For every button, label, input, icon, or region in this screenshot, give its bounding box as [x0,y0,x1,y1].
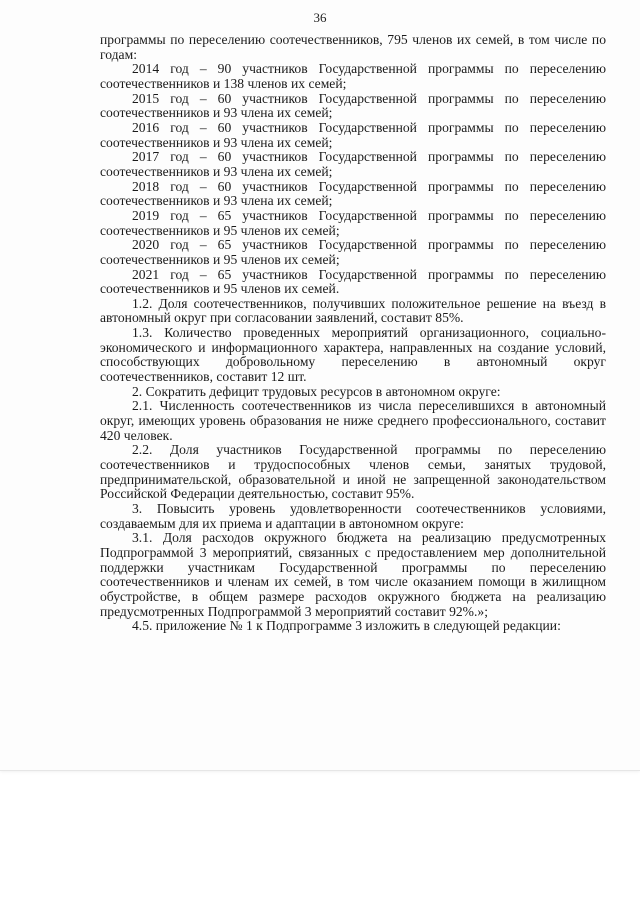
paragraph-item-1-3: 1.3. Количество проведенных мероприятий организационного, социально-экономического и информационного характера, направленных на создание условий, способствующих добровольному переселению в автономный округ соотечественников, составит 12 шт. [100,325,606,385]
paragraph-item-2-1: 2.1. Численность соотечественников из числа переселившихся в автономный округ, имеющих уровень образования не ниже среднего профессионального, составит 420 человек. [100,398,606,443]
paragraph-item-1-2: 1.2. Доля соотечественников, получивших положительное решение на въезд в автономный округ при согласовании заявлений, составит 85%. [100,295,606,326]
paragraph-year-2014: 2014 год – 90 участников Государственной программы по переселению соотечественников и 138 членов их семей; [100,61,606,91]
document-body [100,33,606,634]
paragraph-year-2020: 2020 год – 65 участников Государственной программы по переселению соотечественников и 95 членов их семей; [100,237,606,267]
paragraph-year-2016: 2016 год – 60 участников Государственной программы по переселению соотечественников и 93 члена их семей; [100,119,606,150]
paragraph-continuation: программы по переселению соотечественников, 795 членов их семей, в том числе по годам: [100,32,606,62]
paragraph-year-2017: 2017 год – 60 участников Государственной программы по переселению соотечественников и 93 члена их семей; [100,149,606,179]
paragraph-year-2015: 2015 год – 60 участников Государственной программы по переселению соотечественников и 93 члена их семей; [100,90,606,121]
paragraph-year-2018: 2018 год – 60 участников Государственной программы по переселению соотечественников и 93 члена их семей; [100,178,606,209]
page-number: 36 [313,10,327,25]
paragraph-item-3-1: 3.1. Доля расходов окружного бюджета на реализацию предусмотренных Подпрограммой 3 мероприятий, связанных с предоставлением мер дополнительной поддержки участникам Государственной программы по переселению соотечественников и членам их семей, в том числе оказанием помощи в жилищном обустройстве, в общем размере расходов окружного бюджета на реализацию предусмотренных Подпрограммой 3 мероприятий составит 92%.»; [100,530,606,619]
paragraph-item-2-2: 2.2. Доля участников Государственной программы по переселению соотечественников и трудоспособных членов семьи, занятых трудовой, предпринимательской, образовательной и иной не запрещенной законодательством Российской Федерации деятельностью, составит 95%. [100,442,606,502]
paragraph-year-2021: 2021 год – 65 участников Государственной программы по переселению соотечественников и 95 членов их семей. [100,266,606,297]
paragraph-item-2: 2. Сократить дефицит трудовых ресурсов в автономном округе: [132,383,501,399]
paragraph-item-3: 3. Повысить уровень удовлетворенности соотечественников условиями, создаваемым для их приема и адаптации в автономном округе: [100,501,606,531]
paragraph-item-4-5: 4.5. приложение № 1 к Подпрограмме 3 изложить в следующей редакции: [132,618,561,634]
paragraph-year-2019: 2019 год – 65 участников Государственной программы по переселению соотечественников и 95 членов их семей; [100,207,606,238]
